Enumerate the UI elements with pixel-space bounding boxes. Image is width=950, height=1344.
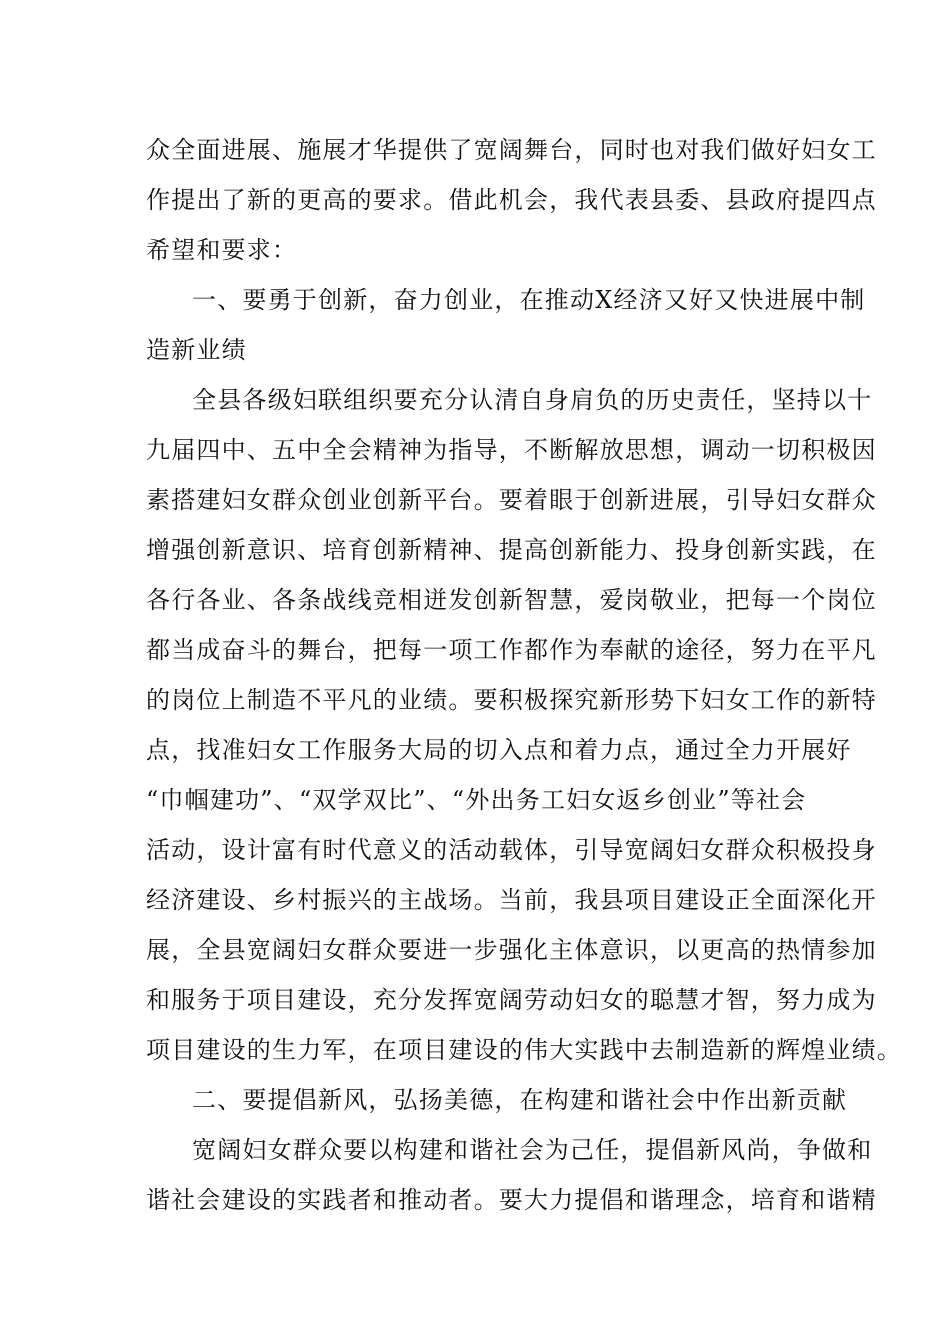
text-line: 和服务于项目建设，充分发挥宽阔劳动妇女的聪慧才智，努力成为 [146,986,877,1014]
text-line: 项目建设的生力军，在项目建设的伟大实践中去制造新的辉煌业绩。 [146,1036,902,1064]
text-line: 众全面进展、施展才华提供了宽阔舞台，同时也对我们做好妇女工 [146,136,877,164]
section-heading-1-continued: 造新业绩 [146,336,247,364]
text-line: 都当成奋斗的舞台，把每一项工作都作为奉献的途径，努力在平凡 [146,636,877,664]
text-line: 增强创新意识、培育创新精神、提高创新能力、投身创新实践，在 [146,536,877,564]
text-line: 九届四中、五中全会精神为指导，不断解放思想，调动一切积极因 [146,436,877,464]
section-heading-2: 二、要提倡新风，弘扬美德，在构建和谐社会中作出新贡献 [192,1086,848,1114]
text-line: 活动，设计富有时代意义的活动载体，引导宽阔妇女群众积极投身 [146,836,877,864]
text-line: 全县各级妇联组织要充分认清自身肩负的历史责任，坚持以十 [192,386,873,414]
text-line: 点，找准妇女工作服务大局的切入点和着力点，通过全力开展好 [146,736,852,764]
text-line: 各行各业、各条战线竞相迸发创新智慧，爱岗敬业，把每一个岗位 [146,586,877,614]
text-line: 素搭建妇女群众创业创新平台。要着眼于创新进展，引导妇女群众 [146,486,877,514]
text-line: 希望和要求： [146,236,298,264]
text-line: “巾帼建功”、“双学双比”、“外出务工妇女返乡创业”等社会 [146,786,807,814]
text-line: 的岗位上制造不平凡的业绩。要积极探究新形势下妇女工作的新特 [146,686,877,714]
text-line: 谐社会建设的实践者和推动者。要大力提倡和谐理念，培育和谐精 [146,1186,877,1214]
text-line: 宽阔妇女群众要以构建和谐社会为己任，提倡新风尚，争做和 [192,1136,873,1164]
section-heading-1: 一、要勇于创新，奋力创业，在推动X经济又好又快进展中制 [192,286,866,314]
text-line: 展，全县宽阔妇女群众要进一步强化主体意识，以更高的热情参加 [146,936,877,964]
text-line: 作提出了新的更高的要求。借此机会，我代表县委、县政府提四点 [146,186,877,214]
text-line: 经济建设、乡村振兴的主战场。当前，我县项目建设正全面深化开 [146,886,877,914]
